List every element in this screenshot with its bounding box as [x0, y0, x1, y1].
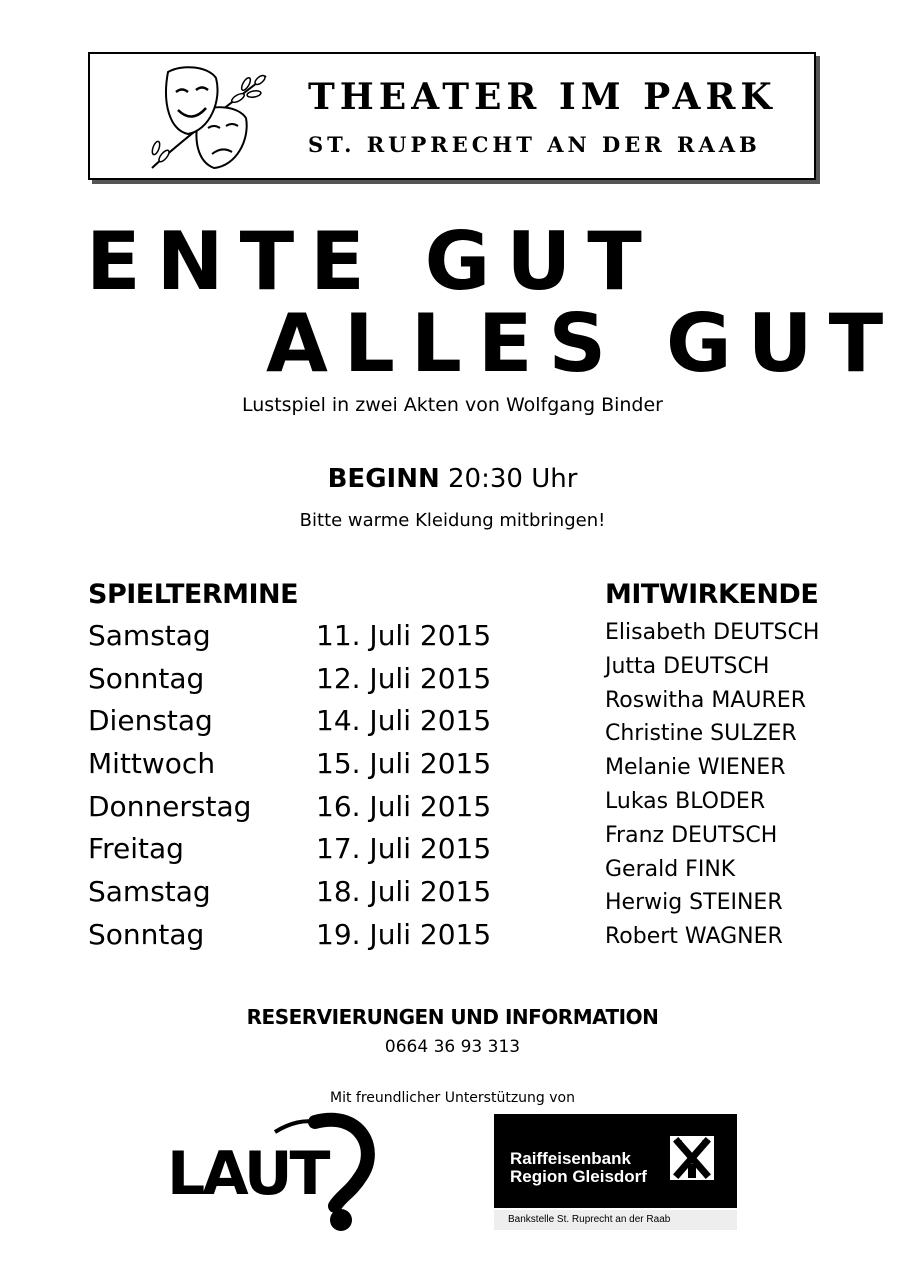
cast-list: [605, 620, 819, 958]
start-time-value: 20:30 Uhr: [448, 464, 578, 494]
schedule-date: 19. Juli 2015: [316, 917, 492, 951]
start-label: BEGINN: [327, 464, 440, 494]
bank-name: [510, 1150, 647, 1186]
schedule-day: Freitag: [88, 832, 184, 866]
schedule-day: Sonntag: [88, 661, 205, 695]
cast-member: Lukas BLODER: [605, 788, 766, 814]
schedule-day: Donnerstag: [88, 789, 252, 823]
header-box: [88, 52, 816, 180]
laut-logo: [165, 1110, 385, 1232]
theater-name: THEATER IM PARK: [308, 76, 777, 118]
reservation-heading: RESERVIERUNGEN UND INFORMATION: [246, 1005, 659, 1029]
bank-name-line1: Raiffeisenbank: [510, 1149, 631, 1168]
cast-member: Robert WAGNER: [605, 924, 783, 950]
cast-member: Gerald FINK: [605, 856, 736, 882]
laut-logo-text: LAUT: [167, 1139, 328, 1209]
play-title-line2: ALLES GUT: [266, 297, 900, 390]
schedule-day: Sonntag: [88, 917, 205, 951]
raiffeisenbank-logo: [494, 1114, 737, 1208]
clothing-note: Bitte warme Kleidung mitbringen!: [299, 510, 606, 531]
schedule-row: [88, 704, 508, 747]
raiffeisen-gable-cross-icon: [670, 1136, 714, 1180]
schedule-row: [88, 832, 508, 875]
cast-member: Herwig STEINER: [605, 890, 783, 916]
schedule-row: [88, 662, 508, 705]
schedule-date: 16. Juli 2015: [316, 789, 492, 823]
schedule-day: Samstag: [88, 875, 211, 909]
play-title-line1: ENTE GUT: [86, 215, 658, 308]
cast-member: Franz DEUTSCH: [605, 822, 778, 848]
schedule-date: 14. Juli 2015: [316, 704, 492, 738]
play-subtitle: Lustspiel in zwei Akten von Wolfgang Binder: [242, 394, 663, 416]
sponsor-intro: Mit freundlicher Unterstützung von: [330, 1090, 575, 1106]
theater-masks-icon: [142, 60, 270, 174]
reservation-phone: 0664 36 93 313: [384, 1037, 521, 1057]
schedule-row: [88, 619, 508, 662]
schedule-date: 12. Juli 2015: [316, 661, 492, 695]
schedule-row: [88, 747, 508, 790]
schedule-date: 18. Juli 2015: [316, 875, 492, 909]
schedule-list: [88, 619, 508, 961]
schedule-row: [88, 918, 508, 961]
schedule-date: 17. Juli 2015: [316, 832, 492, 866]
cast-member: Christine SULZER: [605, 721, 797, 747]
bank-branch: Bankstelle St. Ruprecht an der Raab: [494, 1210, 737, 1230]
schedule-row: [88, 790, 508, 833]
start-time: [0, 464, 905, 494]
schedule-date: 11. Juli 2015: [316, 619, 492, 652]
cast-member: Roswitha MAURER: [605, 687, 806, 713]
schedule-day: Dienstag: [88, 704, 213, 738]
cast-member: Jutta DEUTSCH: [605, 653, 770, 679]
theater-location: ST. RUPRECHT AN DER RAAB: [308, 132, 761, 157]
schedule-day: Mittwoch: [88, 747, 216, 781]
bank-name-line2: Region Gleisdorf: [510, 1167, 647, 1186]
cast-member: Elisabeth DEUTSCH: [605, 620, 820, 645]
schedule-day: Samstag: [88, 619, 211, 652]
schedule-heading: SPIELTERMINE: [88, 579, 299, 610]
cast-heading: MITWIRKENDE: [605, 579, 819, 610]
schedule-row: [88, 875, 508, 918]
schedule-date: 15. Juli 2015: [316, 747, 492, 781]
cast-member: Melanie WIENER: [605, 755, 786, 781]
